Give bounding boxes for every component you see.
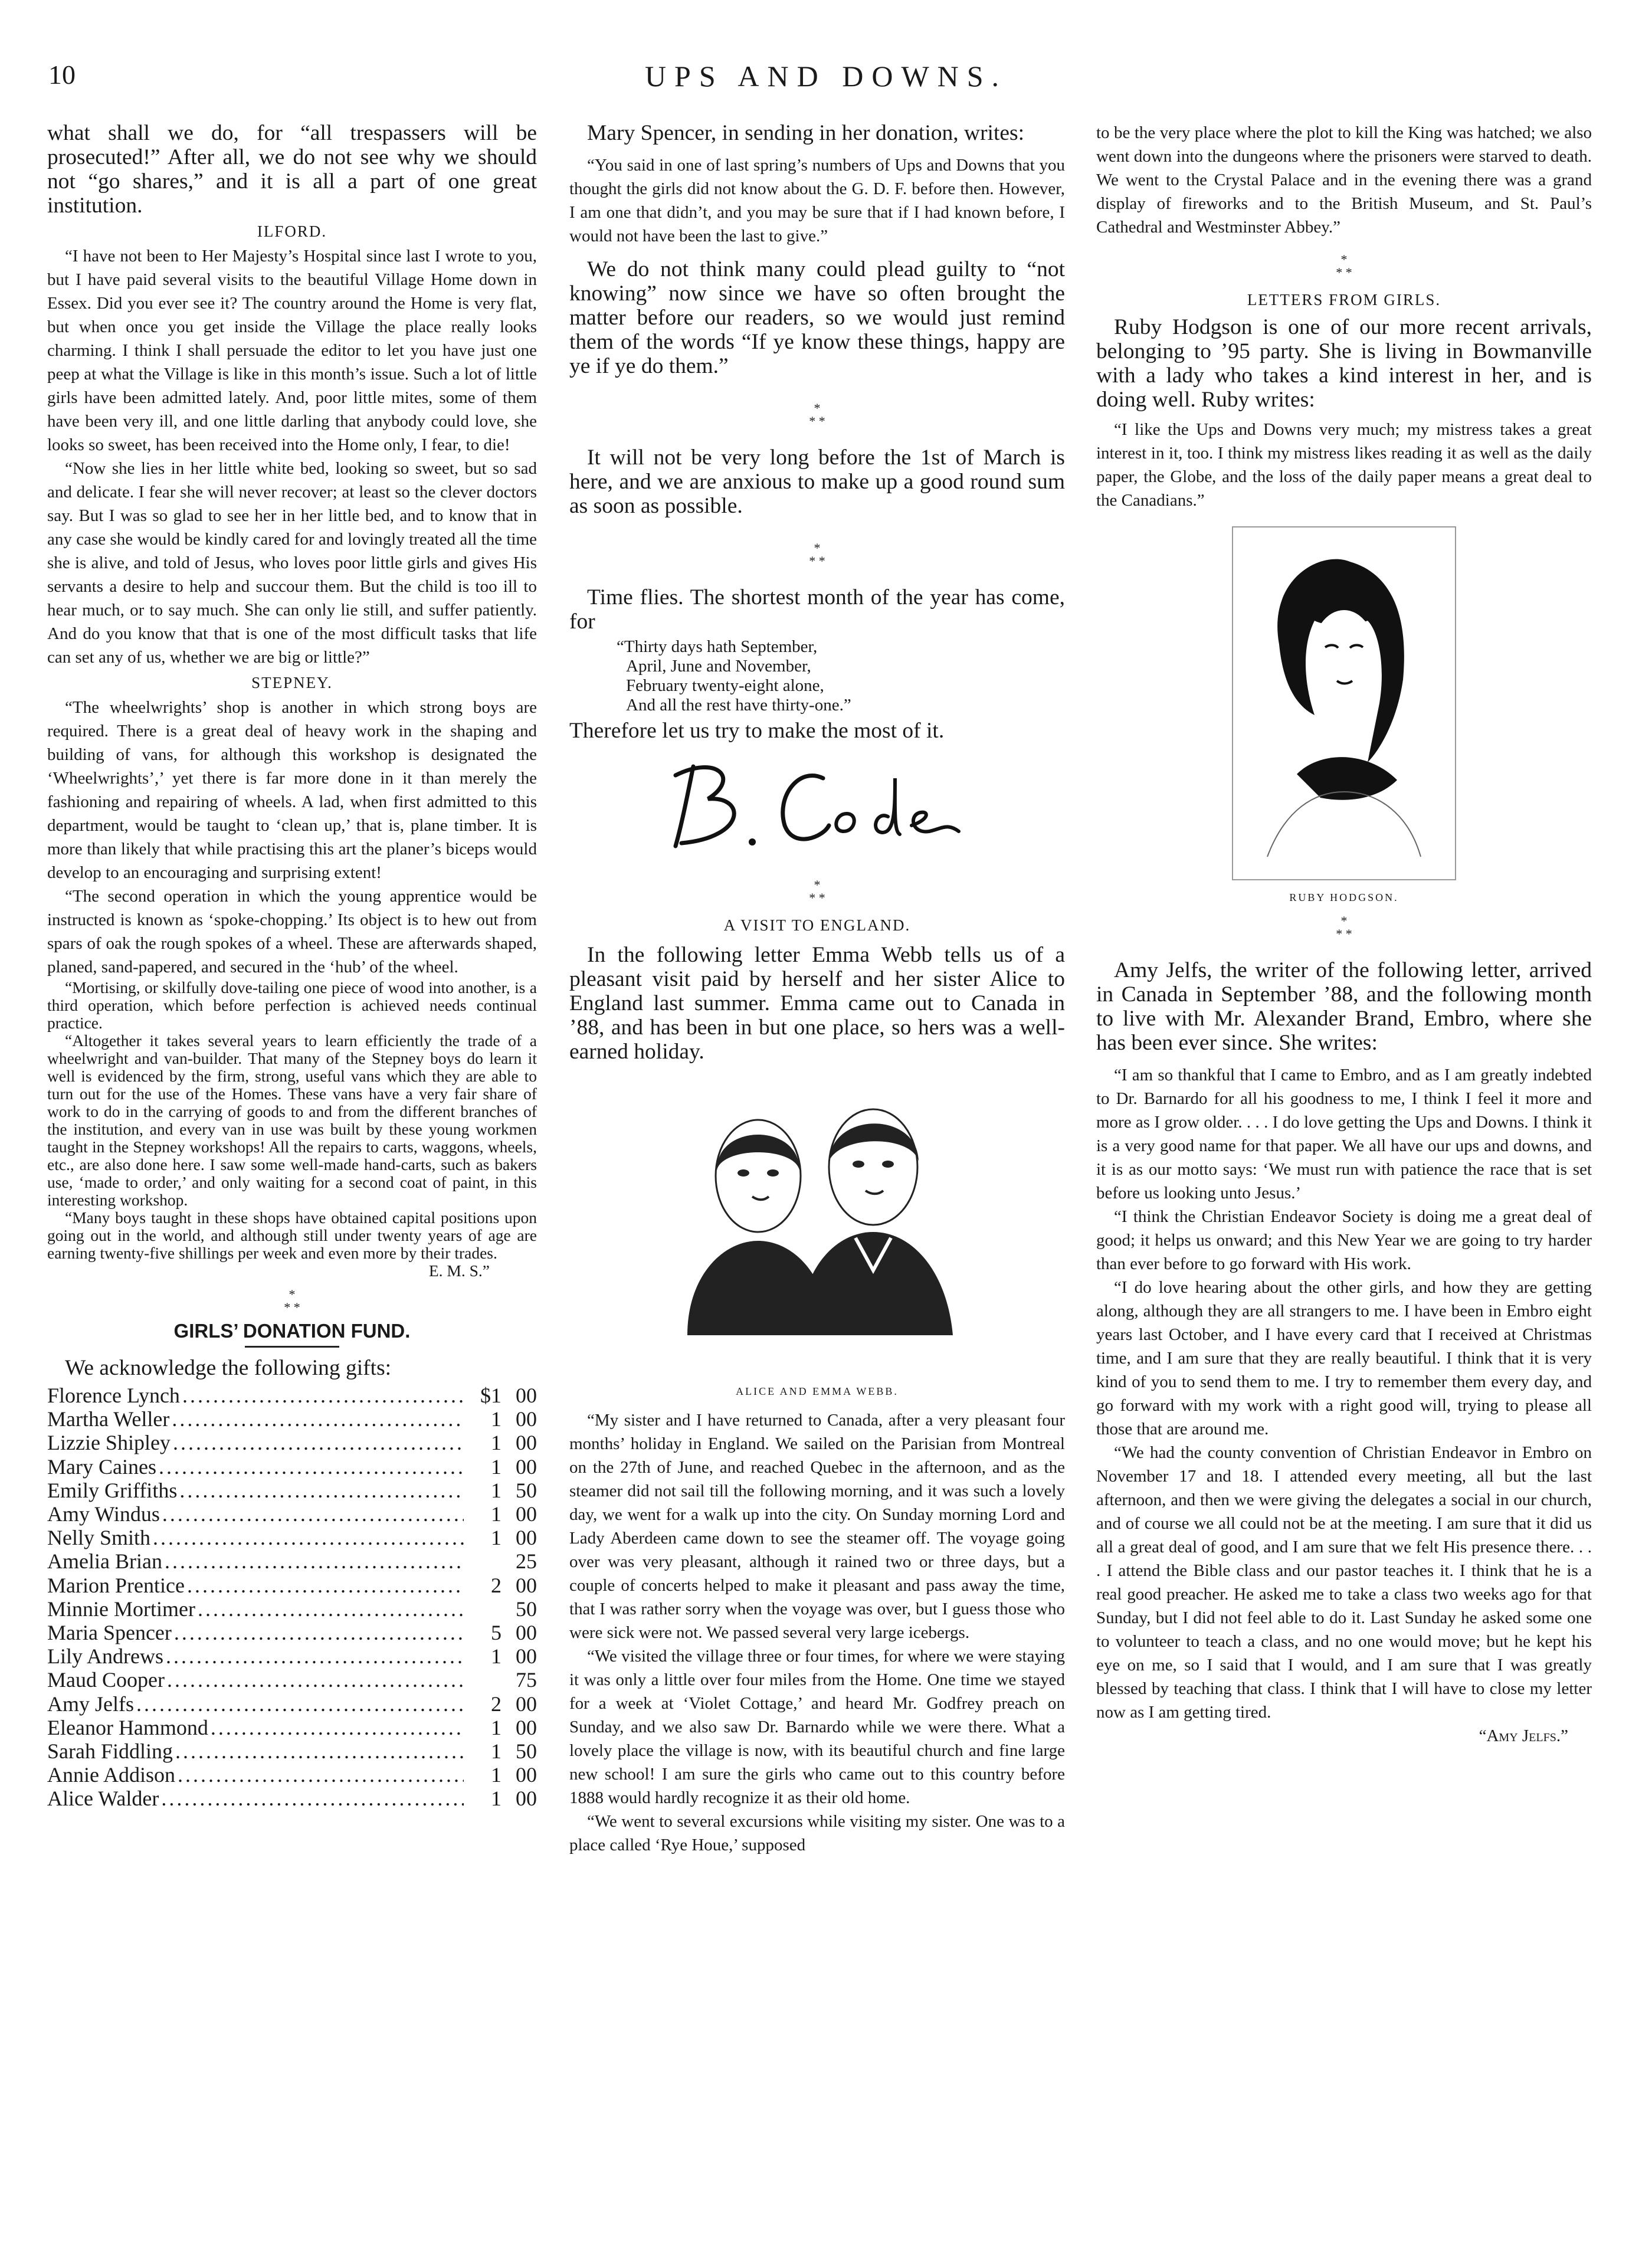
section-asterism: * * *: [284, 1287, 300, 1315]
section-asterism: * * *: [809, 877, 825, 905]
gift-dollars: 1: [491, 1715, 502, 1739]
gift-dollars: 1: [491, 1407, 502, 1431]
amy-letter-paragraph: “I do love hearing about the other girls, and how they are getting along, although they are all strangers to me. I have been in Embro eight years last October, and I have every card that I received at Christmas time, and I am sure that they are really beautiful. I think that it is very kind of you to send them to me. I try to remember them every day, and go forward with my work with a right good will, trying to please all those that are around me.: [1096, 1278, 1592, 1438]
running-title: UPS AND DOWNS.: [644, 60, 1008, 93]
gift-cents: 50: [516, 1739, 537, 1764]
donor-name: Amelia Brian: [47, 1549, 162, 1574]
donor-name: Mary Caines: [47, 1454, 156, 1479]
section-asterism: * * *: [809, 540, 825, 568]
poem-line: February twenty-eight alone,: [626, 676, 824, 695]
gift-row: [47, 1384, 537, 1407]
gift-row: [47, 1621, 537, 1644]
fund-heading: GIRLS’ DONATION FUND.: [173, 1320, 411, 1342]
gift-row: [47, 1407, 537, 1431]
leader-dots: [198, 1597, 464, 1621]
gift-row: [47, 1549, 537, 1573]
not-knowing-paragraph: We do not think many could plead guilty to “not knowing” now since we have so often brought the matter before our readers, so we would just remind them of the words “If ye know these things, happy are ye if ye do them.”: [569, 257, 1065, 378]
amy-letter-paragraph: “I think the Christian Endeavor Society is doing me a great deal of good; it helps us onward; and this New Year we are going to try harder than ever before to go forward with His work.: [1096, 1207, 1592, 1273]
gift-row: [47, 1431, 537, 1454]
intro-paragraph: what shall we do, for “all trespassers will be prosecuted!” After all, we do not see why we should not “go shares,” and it is all a part of one great institution.: [47, 121, 537, 218]
webb-letter-paragraph: “My sister and I have returned to Canada, after a very pleasant four months’ holiday in England. We sailed on the Parisian from Montreal on the 27th of June, and reached Quebec in the afternoon, and as the steamer did not sail till the following morning, and it was such a lovely day, we went for a walk up into the city. On Sunday morning Lord and Lady Aberdeen came down to see the steamer off. The voyage going over was very pleasant, although it rained two or three days, but a couple of concerts helped to make it pleasant and pass away the time, that I was rather sorry when the voyage was over, but I guess those who were sick were not. We passed several very large icebergs.: [569, 1411, 1065, 1642]
donor-name: Alice Walder: [47, 1787, 159, 1811]
section-asterism: * * *: [1336, 252, 1352, 280]
gift-row: [47, 1597, 537, 1621]
stepney-paragraph: “Mortising, or skilfully dove-tailing one piece of wood into another, is a third operation, which before perfection is achieved needs continual practice.: [47, 978, 537, 1032]
leader-dots: [161, 1787, 464, 1810]
gift-cents: 00: [516, 1502, 537, 1526]
webb-letter-paragraph: “We went to several excursions while visiting my sister. One was to a place called ‘Rye Houe,’ supposed: [569, 1812, 1065, 1854]
stepney-paragraph: “The second operation in which the young apprentice would be instructed is known as ‘spoke-chopping.’ Its object is to hew out from spars of oak the rough spokes of a wheel. These are afterwards shaped, planed, sand-papered, and secured in the ‘hub’ of the wheel.: [47, 887, 537, 976]
leader-dots: [179, 1479, 464, 1502]
stepney-paragraph: “Altogether it takes several years to learn efficiently the trade of a wheelwright and van-builder. That many of the Stepney boys do learn it well is evidenced by the firm, strong, useful vans which they are able to turn out for the use of the Homes. These vans have a very fair share of work to do in the carrying of goods to and from the different branches of the institution, and every van in use was built by these young workmen taught in the Stepney workshops! All the repairs to carts, waggons, wheels, etc., are also done here. I saw some well-made hand-carts, such as bakers use, ‘made to order,’ and only waiting for a second coat of paint, in this interesting workshop.: [47, 1031, 537, 1209]
spencer-quote: “You said in one of last spring’s numbers of Ups and Downs that you thought the girls did not know about the G. D. F. before then. However, I am one that didn’t, and you may be sure that if I had known before, I would not have been the last to give.”: [569, 156, 1065, 245]
gift-cents: 00: [516, 1787, 537, 1811]
gift-dollars: 2: [491, 1573, 502, 1597]
section-asterism: * * *: [1336, 913, 1352, 941]
donor-name: Maud Cooper: [47, 1668, 165, 1692]
ruby-photo: [1096, 526, 1592, 883]
spencer-intro: Mary Spencer, in sending in her donation, writes:: [587, 121, 1025, 145]
gift-row: [47, 1668, 537, 1692]
letters-heading: LETTERS FROM GIRLS.: [1247, 291, 1441, 309]
visit-intro: In the following letter Emma Webb tells us of a pleasant visit paid by herself and her sister Alice to England last summer. Emma came out to Canada in ’88, and has been in but one place, so hers was a well-earned holiday.: [569, 943, 1065, 1064]
gift-cents: 00: [516, 1407, 537, 1431]
donor-name: Marion Prentice: [47, 1573, 185, 1597]
photo-caption: RUBY HODGSON.: [1289, 892, 1399, 903]
gift-cents: 00: [516, 1715, 537, 1739]
gift-dollars: 2: [491, 1692, 502, 1716]
poem-line: And all the rest have thirty-one.”: [626, 696, 851, 715]
gift-dollars: 1: [491, 1644, 502, 1669]
gift-dollars: 1: [491, 1454, 502, 1479]
leader-dots: [172, 1407, 464, 1431]
gift-row: [47, 1644, 537, 1668]
portrait-photo: [1232, 526, 1456, 880]
gift-dollars: 1: [491, 1502, 502, 1526]
donor-name: Nelly Smith: [47, 1526, 151, 1550]
gift-row: [47, 1574, 537, 1597]
heading-rule: [245, 1346, 339, 1348]
gift-cents: 00: [516, 1526, 537, 1550]
webb-letter-continued: to be the very place where the plot to kill the King was hatched; we also went down into the dungeons where the prisoners were starved to death. We went to the Crystal Palace and in the evening there was a grand display of fireworks and to the British Museum, and St. Paul’s Cathedral and Westminster Abbey.”: [1096, 123, 1592, 237]
donor-name: Lizzie Shipley: [47, 1431, 171, 1455]
leader-dots: [162, 1502, 464, 1526]
gift-cents: 00: [516, 1692, 537, 1716]
donor-name: Amy Windus: [47, 1502, 160, 1526]
gift-dollars: 1: [491, 1787, 502, 1811]
visit-heading: A VISIT TO ENGLAND.: [723, 916, 911, 934]
column-1: [47, 121, 537, 2180]
leader-dots: [167, 1668, 464, 1692]
gift-cents: 75: [516, 1668, 537, 1692]
webb-photo: [569, 1099, 1065, 1338]
editor-signature: [569, 743, 1065, 861]
gift-cents: 00: [516, 1644, 537, 1669]
gift-row: [47, 1739, 537, 1763]
portrait-photo: [652, 1099, 982, 1335]
donor-name: Annie Addison: [47, 1763, 176, 1787]
ruby-intro: Ruby Hodgson is one of our more recent arrivals, belonging to ’95 party. She is living in Bowmanville with a lady who takes a kind interest in her, and is doing well. Ruby writes:: [1096, 315, 1592, 412]
gift-cents: 00: [516, 1621, 537, 1645]
donor-name: Lily Andrews: [47, 1644, 163, 1669]
gift-row: [47, 1692, 537, 1716]
gift-cents: 00: [516, 1573, 537, 1597]
ilford-heading: ILFORD.: [257, 222, 327, 240]
leader-dots: [175, 1739, 464, 1763]
gift-dollars: $1: [480, 1384, 502, 1407]
stepney-paragraph: “Many boys taught in these shops have obtained capital positions upon going out in the world, and although still under twenty years of age are earning twenty-five shillings per week and even more by their trades.: [47, 1208, 537, 1262]
donor-name: Martha Weller: [47, 1407, 170, 1431]
stepney-signature: E. M. S.”: [428, 1261, 490, 1280]
ilford-paragraph: “I have not been to Her Majesty’s Hospital since last I wrote to you, but I have paid several visits to the beautiful Village Home down in Essex. Did you ever see it? The country around the Home is very flat, but when once you get inside the Village the place really looks charming. I think I shall persuade the editor to let you have just one peep at what the Village is like in this month’s issue. Such a lot of little girls have been admitted lately. And, poor little mites, some of them have been very ill, and one little darling that anybody could love, she looks so sweet, has been received into the Home only, I fear, to die!: [47, 247, 537, 454]
donor-name: Emily Griffiths: [47, 1478, 178, 1502]
donor-name: Amy Jelfs: [47, 1692, 134, 1716]
leader-dots: [178, 1763, 464, 1787]
column-3: [1096, 121, 1592, 2180]
gift-cents: 50: [516, 1597, 537, 1621]
gift-row: [47, 1526, 537, 1549]
leader-dots: [211, 1716, 464, 1739]
leader-dots: [174, 1621, 464, 1644]
amy-letter-paragraph: “I am so thankful that I came to Embro, and as I am greatly indebted to Dr. Barnardo for all his goodness to me, I think I feel it more and more as I grow older. . . . I do love getting the Ups and Downs. I think it is a very good name for that paper. We all have our ups and downs, and it is as our motto says: ‘We must run with patience the race that is set before us looking unto Jesus.’: [1096, 1066, 1592, 1202]
gift-row: [47, 1763, 537, 1787]
leader-dots: [136, 1692, 464, 1716]
amy-letter-paragraph: “We had the county convention of Christian Endeavor in Embro on November 17 and 18. I attended every meeting, all but the last afternoon, and then we were giving the delegates a social in our church, and of course we all could not be at the meeting. I am sure that it did us all a great deal of good, and I am sure that we felt His presence there. . . . I attend the Bible class and our pastor teaches it. I think that he is a real good preacher. He asked me to take a class two weeks ago for that Sunday, but I did not feel able to do it. Last Sunday he asked some one to volunteer to teach a class, and no one would move; but he kept his eye on me, so I said that I would, and I am sure that I was greatly blessed by teaching that class. I think that I will have to close my letter now as I am getting tired.: [1096, 1443, 1592, 1722]
column-2: [569, 121, 1065, 2180]
time-flies-paragraph: Time flies. The shortest month of the year has come, for: [569, 585, 1065, 634]
stepney-paragraph: “The wheelwrights’ shop is another in which strong boys are required. There is a great deal of heavy work in the shaping and building of vans, for although this workshop is designated the ‘Wheelwrights’,’ yet there is far more done in it than merely the fashioning and repairing of wheels. A lad, when first admitted to this department, would be taught to ‘clean up,’ that is, plane timber. It is more than likely that while practising this art the planer’s biceps would develop to an encouraging and surprising extent!: [47, 698, 537, 882]
poem-line: “Thirty days hath September,: [617, 637, 818, 656]
poem-line: April, June and November,: [626, 657, 811, 676]
gift-dollars: 1: [491, 1739, 502, 1764]
gift-cents: 00: [516, 1431, 537, 1455]
therefore-line: Therefore let us try to make the most of it.: [569, 719, 945, 743]
photo-caption: ALICE AND EMMA WEBB.: [736, 1385, 899, 1397]
gift-row: [47, 1479, 537, 1502]
page-number: 10: [48, 60, 76, 90]
leader-dots: [182, 1384, 464, 1407]
gift-row: [47, 1787, 537, 1810]
gift-dollars: 5: [491, 1621, 502, 1645]
page-header: [42, 59, 1610, 106]
march-paragraph: It will not be very long before the 1st of March is here, and we are anxious to make up a good round sum as soon as possible.: [569, 445, 1065, 518]
gift-cents: 25: [516, 1549, 537, 1574]
gift-cents: 00: [516, 1454, 537, 1479]
leader-dots: [173, 1431, 464, 1454]
poem: [617, 637, 1065, 715]
donor-name: Maria Spencer: [47, 1621, 172, 1645]
fund-intro: We acknowledge the following gifts:: [65, 1356, 392, 1380]
leader-dots: [165, 1549, 464, 1573]
amy-signature: “Amy Jelfs.”: [1479, 1726, 1568, 1745]
amy-intro: Amy Jelfs, the writer of the following letter, arrived in Canada in September ’88, and the following month to live with Mr. Alexander Brand, Embro, where she has been ever since. She writes:: [1096, 958, 1592, 1055]
ruby-quote: “I like the Ups and Downs very much; my mistress takes a great interest in it, too. I think my mistress likes reading it as well as the daily paper, the Globe, and the loss of the daily paper means a great deal to the Canadians.”: [1096, 420, 1592, 510]
gift-dollars: 1: [491, 1763, 502, 1787]
donor-name: Minnie Mortimer: [47, 1597, 195, 1621]
leader-dots: [166, 1644, 464, 1668]
section-asterism: * * *: [809, 401, 825, 428]
leader-dots: [159, 1455, 464, 1479]
gift-cents: 50: [516, 1478, 537, 1502]
gift-dollars: 1: [491, 1526, 502, 1550]
handwritten-signature: [652, 743, 982, 861]
gift-row: [47, 1716, 537, 1739]
leader-dots: [187, 1574, 464, 1597]
gift-cents: 00: [516, 1384, 537, 1407]
gift-row: [47, 1502, 537, 1526]
donor-name: Florence Lynch: [47, 1384, 180, 1407]
ilford-paragraph: “Now she lies in her little white bed, looking so sweet, but so sad and delicate. I fear she will never recover; at least so the clever doctors say. But I was so glad to see her in her little bed, and to know that in any case she would be kindly cared for and lovingly treated all the time she is alive, and told of Jesus, who loves poor little girls and gives His servants a desire to help and succour them. But the child is too ill to hear much, or to say much. She can only lie still, and suffer patiently. And do you know that that is one of the most difficult tasks that life can set any of us, whether we are big or little?”: [47, 459, 537, 667]
gift-dollars: 1: [491, 1431, 502, 1455]
webb-letter-paragraph: “We visited the village three or four times, for where we were staying it was only a little over four miles from the Home. One time we stayed for a week at ‘Violet Cottage,’ and heard Mr. Godfrey preach on Sunday, and we also saw Dr. Barnardo while we were there. What a lovely place the village is now, with its beautiful church and fine large new school! I am sure the girls who came out to this country before 1888 would hardly recognize it as their old home.: [569, 1647, 1065, 1807]
gift-dollars: 1: [491, 1478, 502, 1502]
gift-cents: 00: [516, 1763, 537, 1787]
gift-row: [47, 1455, 537, 1479]
stepney-heading: STEPNEY.: [251, 674, 333, 692]
donor-name: Sarah Fiddling: [47, 1739, 173, 1764]
leader-dots: [153, 1526, 464, 1549]
donor-name: Eleanor Hammond: [47, 1715, 208, 1739]
gift-list: [47, 1384, 537, 1811]
